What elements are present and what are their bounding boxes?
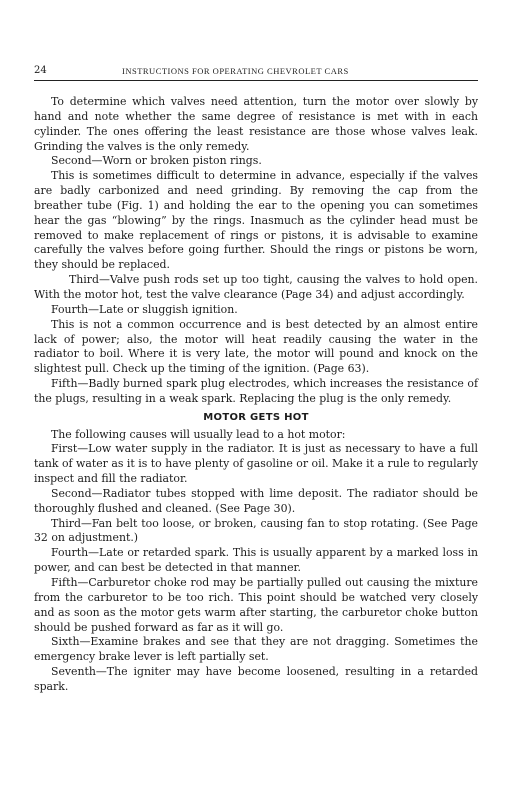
paragraph: Second—Radiator tubes stopped with lime deposit. The radiator should be thoroughly flushed and cleaned. (See Page 30). xyxy=(34,486,478,515)
paragraph: First—Low water supply in the radiator. It is just as necessary to have a full tank of water as it is to have plenty of gasoline or oil. Make it a rule to regularly inspect and fill the radiator. xyxy=(34,442,478,486)
paragraph: To determine which valves need attention, turn the motor over slowly by hand and note whether the same degree of resistance is met with in each cylinder. The ones offering the least resistance are those whose valves leak. Grinding the valves is the only remedy. xyxy=(34,95,478,153)
paragraph: This is not a common occurrence and is best detected by an almost entire lack of power; also, the motor will heat readily causing the water in the radiator to boil. Where it is very late, the motor will pound and knock on the slightest pull. Check up the timing of the ignition. (Page 63). xyxy=(34,317,478,376)
paragraph: Third—Valve push rods set up too tight, causing the valves to hold open. With the motor hot, test the valve clearance (Page 34) and adjust accordingly. xyxy=(34,273,478,301)
paragraph: Fifth—Badly burned spark plug electrodes, which increases the resistance of the plugs, resulting in a weak spark. Replacing the plug is the only remedy. xyxy=(34,377,478,405)
paragraph: The following causes will usually lead to a hot motor: xyxy=(51,427,346,441)
page-number: 24 xyxy=(34,65,47,76)
paragraph: Second—Worn or broken piston rings. xyxy=(51,154,262,168)
header-rule xyxy=(34,80,478,81)
running-head: INSTRUCTIONS FOR OPERATING CHEVROLET CARS xyxy=(122,66,349,76)
paragraph: Third—Fan belt too loose, or broken, causing fan to stop rotating. (See Page 32 on adjustment.) xyxy=(34,516,478,545)
paragraph: Fourth—Late or sluggish ignition. xyxy=(51,302,238,316)
paragraph: Fourth—Late or retarded spark. This is usually apparent by a marked loss in power, and can best be detected in that manner. xyxy=(34,546,478,575)
page-body xyxy=(34,95,478,695)
paragraph: Sixth—Examine brakes and see that they are not dragging. Sometimes the emergency brake lever is left partially set. xyxy=(34,635,478,664)
page-header xyxy=(34,64,478,78)
paragraph: Seventh—The igniter may have become loosened, resulting in a retarded spark. xyxy=(34,665,478,693)
paragraph: Fifth—Carburetor choke rod may be partially pulled out causing the mixture from the carburetor to be too rich. This point should be watched very closely and as soon as the motor gets warm after starting, the carburetor choke button should be pushed forward as far as it will go. xyxy=(34,576,478,634)
section-heading: MOTOR GETS HOT xyxy=(203,411,309,423)
paragraph: This is sometimes difficult to determine in advance, especially if the valves are badly carbonized and need grinding. By removing the cap from the breather tube (Fig. 1) and holding the ear to the opening you can sometimes hear the gas “blowing” by the rings. Inasmuch as the cylinder head must be removed to make replacement of rings or pistons, it is advisable to examine carefully the valves before going further. Should the rings or pistons be worn, they should be replaced. xyxy=(34,169,478,272)
